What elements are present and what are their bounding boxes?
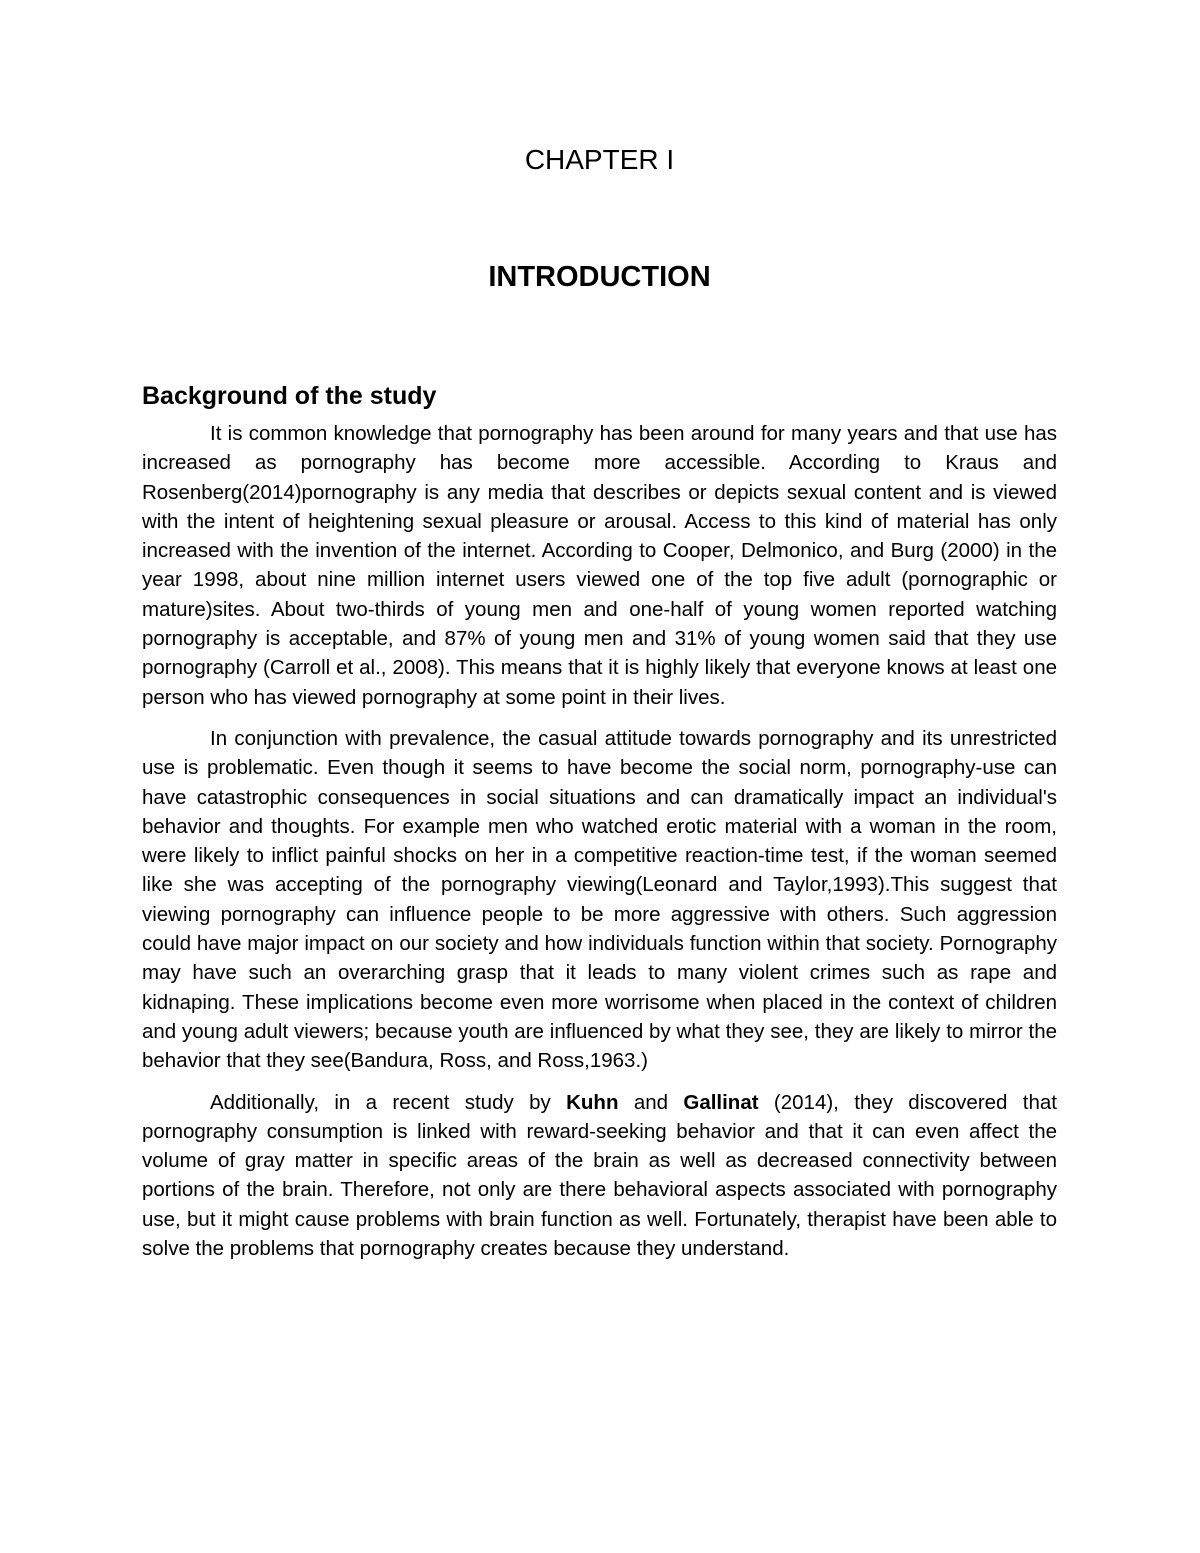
section-heading: Background of the study xyxy=(142,382,437,410)
paragraph-1: It is common knowledge that pornography has been around for many years and that use has increased as pornography has become more accessible. According to Kraus and Rosenberg(2014)pornography is any media that describes or depicts sexual content and is viewed with the intent of heightening sexual pleasure or arousal. Access to this kind of material has only increased with the invention of the internet. According to Cooper, Delmonico, and Burg (2000) in the year 1998, about nine million internet users viewed one of the top five adult (pornographic or mature)sites. About two-thirds of young men and one-half of young women reported watching pornography is acceptable, and 87% of young men and 31% of young women said that they use pornography (Carroll et al., 2008). This means that it is highly likely that everyone knows at least one person who has viewed pornography at some point in their lives. xyxy=(142,422,1057,709)
document-page xyxy=(142,140,1057,1263)
paragraph-3 xyxy=(142,1088,1057,1264)
chapter-title: INTRODUCTION xyxy=(488,261,711,293)
paragraph-3-text-after: (2014), they discovered that pornography consumption is linked with reward-seeking behavior and that it can even affect the volume of gray matter in specific areas of the brain as well as decreased connectivity between portions of the brain. Therefore, not only are there behavioral aspects associated with pornography use, but it might cause problems with brain function as well. Fortunately, therapist have been able to solve the problems that pornography creates because they understand. xyxy=(142,1090,1057,1261)
paragraph-3-text-mid: and xyxy=(618,1090,684,1114)
chapter-label: CHAPTER I xyxy=(524,144,675,175)
paragraph-3-text-before: Additionally, in a recent study by xyxy=(210,1090,567,1114)
author-gallinat: Gallinat xyxy=(683,1090,759,1114)
author-kuhn: Kuhn xyxy=(566,1090,619,1114)
paragraph-2: In conjunction with prevalence, the casual attitude towards pornography and its unrestricted use is problematic. Even though it seems to have become the social norm, pornography-use can have catastrophic consequences in social situations and can dramatically impact an individual's behavior and thoughts. For example men who watched erotic material with a woman in the room, were likely to inflict painful shocks on her in a competitive reaction-time test, if the woman seemed like she was accepting of the pornography viewing(Leonard and Taylor,1993).This suggest that viewing pornography can influence people to be more aggressive with others. Such aggression could have major impact on our society and how individuals function within that society. Pornography may have such an overarching grasp that it leads to many violent crimes such as rape and kidnaping. These implications become even more worrisome when placed in the context of children and young adult viewers; because youth are influenced by what they see, they are likely to mirror the behavior that they see(Bandura, Ross, and Ross,1963.) xyxy=(142,726,1057,1073)
